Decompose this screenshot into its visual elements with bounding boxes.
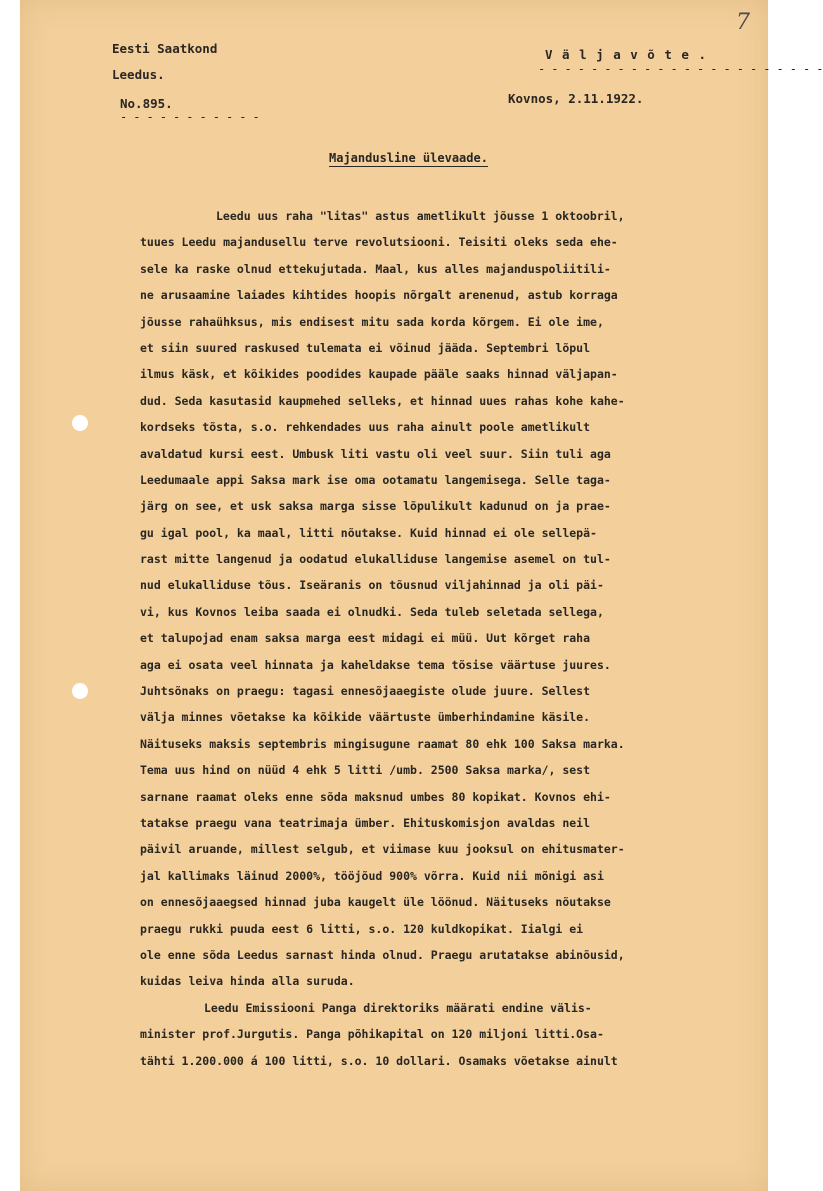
- body-line: vi, kus Kovnos leiba saada ei olnudki. Seda tuleb seletada sellega,: [140, 604, 604, 619]
- body-line: sarnane raamat oleks enne sõda maksnud umbes 80 kopikat. Kovnos ehi-: [140, 789, 611, 804]
- body-line: et talupojad enam saksa marga eest midagi ei müü. Uut kõrget raha: [140, 631, 591, 646]
- body-line: rast mitte langenud ja oodatud elukalliduse langemise asemel on tul-: [140, 552, 611, 567]
- body-line: ilmus käsk, et kõikides poodides kaupade pääle saaks hinnad väljapan-: [140, 367, 618, 382]
- body-line: Leedumaale appi Saksa mark ise oma ootamatu langemisega. Selle taga-: [140, 472, 611, 487]
- body-line: Juhtsõnaks on praegu: tagasi ennesõjaaegiste olude juure. Sellest: [140, 684, 591, 699]
- sender-line-1: Eesti Saatkond: [112, 41, 218, 56]
- body-line: on ennesõjaaegsed hinnad juba kaugelt üle löönud. Näituseks nõutakse: [140, 895, 611, 910]
- body-line: Tema uus hind on nüüd 4 ehk 5 litti /umb. 2500 Saksa marka/, sest: [140, 763, 591, 778]
- body-line: jõusse rahaühksus, mis endisest mitu sada korda kõrgem. Ei ole ime,: [140, 314, 604, 329]
- body-line: ne arusaamine laiades kihtides hoopis nõrgalt arenenud, astub korraga: [140, 288, 618, 303]
- body-line: ole enne sõda Leedus sarnast hinda olnud. Praegu arutatakse abinõusid,: [140, 947, 625, 962]
- body-line: järg on see, et usk saksa marga sisse lõpulikult kadunud on ja prae-: [140, 499, 611, 514]
- document-type: V ä l j a v õ t e .: [545, 47, 707, 62]
- document-number: No.895.: [120, 96, 173, 111]
- number-underline: - - - - - - - - - - -: [120, 110, 260, 124]
- body-line: Näituseks maksis septembris mingisugune raamat 80 ehk 100 Saksa marka.: [140, 736, 625, 751]
- body-line: dud. Seda kasutasid kaupmehed selleks, et hinnad uues rahas kohe kahe-: [140, 393, 625, 408]
- type-underline: - - - - - - - - - - - - - - - - - - - - - -: [538, 62, 823, 76]
- body-line: nud elukalliduse tõus. Iseäranis on tõusnud viljahinnad ja oli päi-: [140, 578, 604, 593]
- body-line: kuidas leiva hinda alla suruda.: [140, 974, 355, 989]
- body-line: päivil aruande, millest selgub, et viimase kuu jooksul on ehitusmater-: [140, 842, 625, 857]
- document-title: Majandusline ülevaade.: [329, 151, 488, 165]
- body-line: jal kallimaks läinud 2000%, tööjõud 900% võrra. Kuid nii mõnigi asi: [140, 868, 604, 883]
- body-line: kordseks tõsta, s.o. rehkendades uus raha ainult poole ametlikult: [140, 420, 591, 435]
- body-line: et siin suured raskused tulemata ei võinud jääda. Septembri lõpul: [140, 340, 591, 355]
- body-line: aga ei osata veel hinnata ja kaheldakse tema tõsise väärtuse juures.: [140, 657, 611, 672]
- body-line: praegu rukki puuda eest 6 litti, s.o. 120 kuldkopikat. Iialgi ei: [140, 921, 584, 936]
- body-line: minister prof.Jurgutis. Panga põhikapital on 120 miljoni litti.Osa-: [140, 1027, 604, 1042]
- punch-hole: [72, 683, 88, 699]
- place-date: Kovnos, 2.11.1922.: [508, 91, 644, 106]
- body-line: gu igal pool, ka maal, litti nõutakse. Kuid hinnad ei ole sellepä-: [140, 525, 597, 540]
- body-line: tuues Leedu majandusellu terve revolutsiooni. Teisiti oleks seda ehe-: [140, 235, 618, 250]
- body-text: [140, 203, 740, 1074]
- body-line: tatakse praegu vana teatrimaja ümber. Ehituskomisjon avaldas neil: [140, 815, 591, 830]
- body-line: välja minnes võetakse ka kõikide väärtuste ümberhindamine käsile.: [140, 710, 591, 725]
- body-line: sele ka raske olnud ettekujutada. Maal, kus alles majanduspoliitili-: [140, 261, 611, 276]
- body-line: Leedu Emissiooni Panga direktoriks määrati endine välis-: [204, 1000, 592, 1015]
- body-line: avaldatud kursi eest. Umbusk liti vastu oli veel suur. Siin tuli aga: [140, 446, 611, 461]
- page-number: 7: [736, 10, 750, 35]
- punch-hole: [72, 415, 88, 431]
- body-line: tähti 1.200.000 á 100 litti, s.o. 10 dollari. Osamaks võetakse ainult: [140, 1053, 618, 1068]
- sender-line-2: Leedus.: [112, 67, 165, 82]
- body-line: Leedu uus raha "litas" astus ametlikult jõusse 1 oktoobril,: [216, 209, 625, 223]
